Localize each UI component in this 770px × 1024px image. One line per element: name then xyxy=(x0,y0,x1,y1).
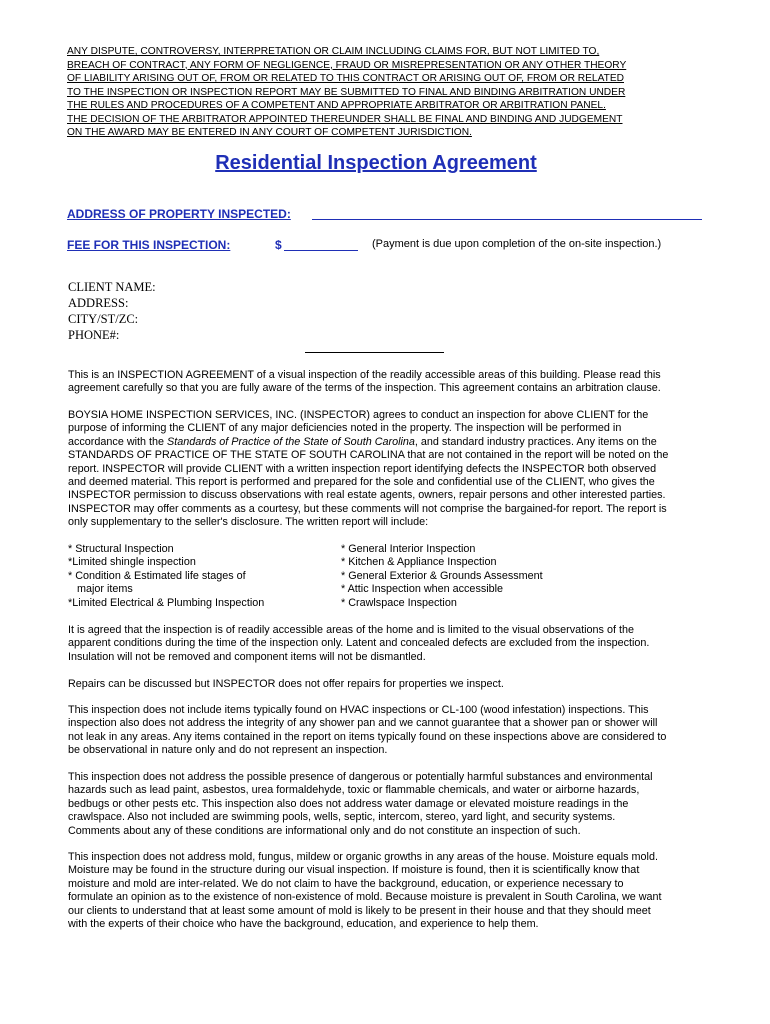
paragraph-inspector xyxy=(68,409,708,530)
text-line: This is an INSPECTION AGREEMENT of a visual inspection of the readily accessible areas of this building. Please read this xyxy=(68,369,661,381)
client-address-label: ADDRESS: xyxy=(68,296,129,310)
report-items-left xyxy=(68,543,264,610)
list-item: * Kitchen & Appliance Inspection xyxy=(341,556,497,569)
text-line: hazards such as lead paint, asbestos, urea formaldehyde, toxic or flammable chemicals, and water or airborne hazards, xyxy=(68,784,640,797)
text-line: and deemed material. This report is performed and prepared for the sole and confidential use of the CLIENT, who gives the xyxy=(68,476,655,489)
list-item: major items xyxy=(68,583,133,596)
list-item: * Structural Inspection xyxy=(68,543,174,555)
fee-field[interactable] xyxy=(284,250,358,251)
list-item: *Limited shingle inspection xyxy=(68,556,196,569)
disclaimer-line: ANY DISPUTE, CONTROVERSY, INTERPRETATION OR CLAIM INCLUDING CLAIMS FOR, BUT NOT LIMITED TO, xyxy=(67,46,600,57)
text-line: moisture and mold are inter-related. We do not claim to have the background, education, or experience necessary to xyxy=(68,877,624,890)
disclaimer-line: BREACH OF CONTRACT, ANY FORM OF NEGLIGENCE, FRAUD OR MISREPRESENTATION OR ANY OTHER THEORY xyxy=(67,59,627,71)
text-line: apparent conditions during the time of the inspection only. Latent and concealed defects are excluded from the inspection. xyxy=(68,637,650,650)
text-line: not leak in any areas. Any items contained in the report on items typically found on these inspections above are considered to xyxy=(68,730,667,743)
client-phone-label: PHONE#: xyxy=(68,328,120,342)
text-line: Comments about any of these conditions are informational only and do not constitute an inspection of such. xyxy=(68,824,581,837)
text-line: inspection also does not address the integrity of any shower pan and we cannot guarantee that a shower pan or shower will xyxy=(68,717,658,730)
paragraph-scope xyxy=(68,624,708,664)
report-items-right xyxy=(341,543,543,610)
paragraph-mold xyxy=(68,851,708,931)
list-item: * General Interior Inspection xyxy=(341,543,476,555)
signature-line[interactable] xyxy=(305,352,444,353)
document-title: Residential Inspection Agreement xyxy=(215,152,537,174)
text-line: It is agreed that the inspection is of readily accessible areas of the home and is limited to the visual observations of the xyxy=(68,624,634,636)
text-line: bedbugs or other pests etc. This inspection also does not address water damage or elevated moisture readings in the xyxy=(68,797,629,810)
paragraph-hazards xyxy=(68,771,708,838)
disclaimer-line: THE DECISION OF THE ARBITRATOR APPOINTED THEREUNDER SHALL BE FINAL AND BINDING AND JUDGEMENT xyxy=(67,113,623,125)
disclaimer-line: ON THE AWARD MAY BE ENTERED IN ANY COURT OF COMPETENT JURISDICTION. xyxy=(67,127,472,138)
client-city-label: CITY/ST/ZC: xyxy=(68,312,139,326)
fee-currency: $ xyxy=(275,238,282,252)
disclaimer-line: OF LIABILITY ARISING OUT OF, FROM OR RELATED TO THIS CONTRACT OR ARISING OUT OF, FROM OR RELATED xyxy=(67,73,624,84)
list-item: * Attic Inspection when accessible xyxy=(341,583,504,596)
text-line: This inspection does not include items typically found on HVAC inspections or CL-100 (wood infestation) inspections. This xyxy=(68,704,649,716)
text-line: STANDARDS OF PRACTICE OF THE STATE OF SOUTH CAROLINA that are not contained in the report will be noted on the xyxy=(68,449,669,462)
fee-note: (Payment is due upon completion of the on-site inspection.) xyxy=(372,238,662,250)
standards-reference: Standards of Practice of the State of South Carolina xyxy=(167,435,415,448)
text-line: only supplementary to the seller's disclosure. The written report will include: xyxy=(68,516,429,529)
text-line: formulate an opinion as to the existence of non-existence of mold. Because moisture is prevalent in South Carolina, we want xyxy=(68,891,662,904)
disclaimer-line: THE RULES AND PROCEDURES OF A COMPETENT AND APPROPRIATE ARBITRATOR OR ARBITRATION PANEL. xyxy=(67,100,606,111)
text-line: Insulation will not be removed and component items will not be dismantled. xyxy=(68,650,426,663)
text-line: Moisture may be found in the structure during our visual inspection. If moisture is found, then it is scientifically know that xyxy=(68,864,640,877)
text-line: be observational in nature only and do not represent an inspection. xyxy=(68,744,388,757)
text-line: Repairs can be discussed but INSPECTOR does not offer repairs for properties we inspect. xyxy=(68,678,504,690)
text-line: INSPECTOR permission to discuss observations with real estate agents, owners, repair persons and other interested parties. xyxy=(68,489,666,502)
text-line: report. INSPECTOR will provide CLIENT with a written inspection report identifying defects the INSPECTOR both observed xyxy=(68,462,657,475)
client-name-label: CLIENT NAME: xyxy=(68,280,156,294)
client-info xyxy=(68,279,156,343)
text-line: our clients to understand that at least some amount of mold is likely to be present in their house and that they should meet xyxy=(68,904,651,917)
list-item: *Limited Electrical & Plumbing Inspection xyxy=(68,596,265,609)
list-item: * Condition & Estimated life stages of xyxy=(68,569,246,582)
list-item: * General Exterior & Grounds Assessment xyxy=(341,569,543,582)
text-line: This inspection does not address the possible presence of dangerous or potentially harmful substances and environmental xyxy=(68,771,653,783)
text-line: purpose of informing the CLIENT of any major deficiencies noted in the property. The inspection will be performed in xyxy=(68,422,622,435)
list-item: * Crawlspace Inspection xyxy=(341,596,457,609)
text-line: accordance with the Standards of Practice of the State of South Carolina, and standard industry practices. Any items on the xyxy=(68,435,657,448)
address-field[interactable] xyxy=(312,219,702,220)
text-line: INSPECTOR may offer comments as a courtesy, but these comments will not comprise the bargained-for report. The report is xyxy=(68,502,667,515)
paragraph-intro xyxy=(68,369,708,396)
text-line: This inspection does not address mold, fungus, mildew or organic growths in any areas of the house. Moisture equals mold. xyxy=(68,851,658,863)
address-label: ADDRESS OF PROPERTY INSPECTED: xyxy=(67,207,291,221)
paragraph-hvac xyxy=(68,704,708,758)
fee-label: FEE FOR THIS INSPECTION: xyxy=(67,238,231,252)
text-line: crawlspace. Also not included are swimming pools, wells, septic, intercom, stereo, yard light, and security systems. xyxy=(68,811,616,824)
text-line: BOYSIA HOME INSPECTION SERVICES, INC. (INSPECTOR) agrees to conduct an inspection for above CLIENT for the xyxy=(68,409,649,421)
text-line: agreement carefully so that you are fully aware of the terms of the inspection. This agreement contains an arbitration clause. xyxy=(68,382,661,395)
text-line: with the experts of their choice who have the background, education, and experience to help them. xyxy=(68,918,539,931)
paragraph-repairs xyxy=(68,678,708,691)
disclaimer-line: TO THE INSPECTION OR INSPECTION REPORT MAY BE SUBMITTED TO FINAL AND BINDING ARBITRATION UNDER xyxy=(67,86,626,98)
arbitration-disclaimer xyxy=(67,45,707,140)
